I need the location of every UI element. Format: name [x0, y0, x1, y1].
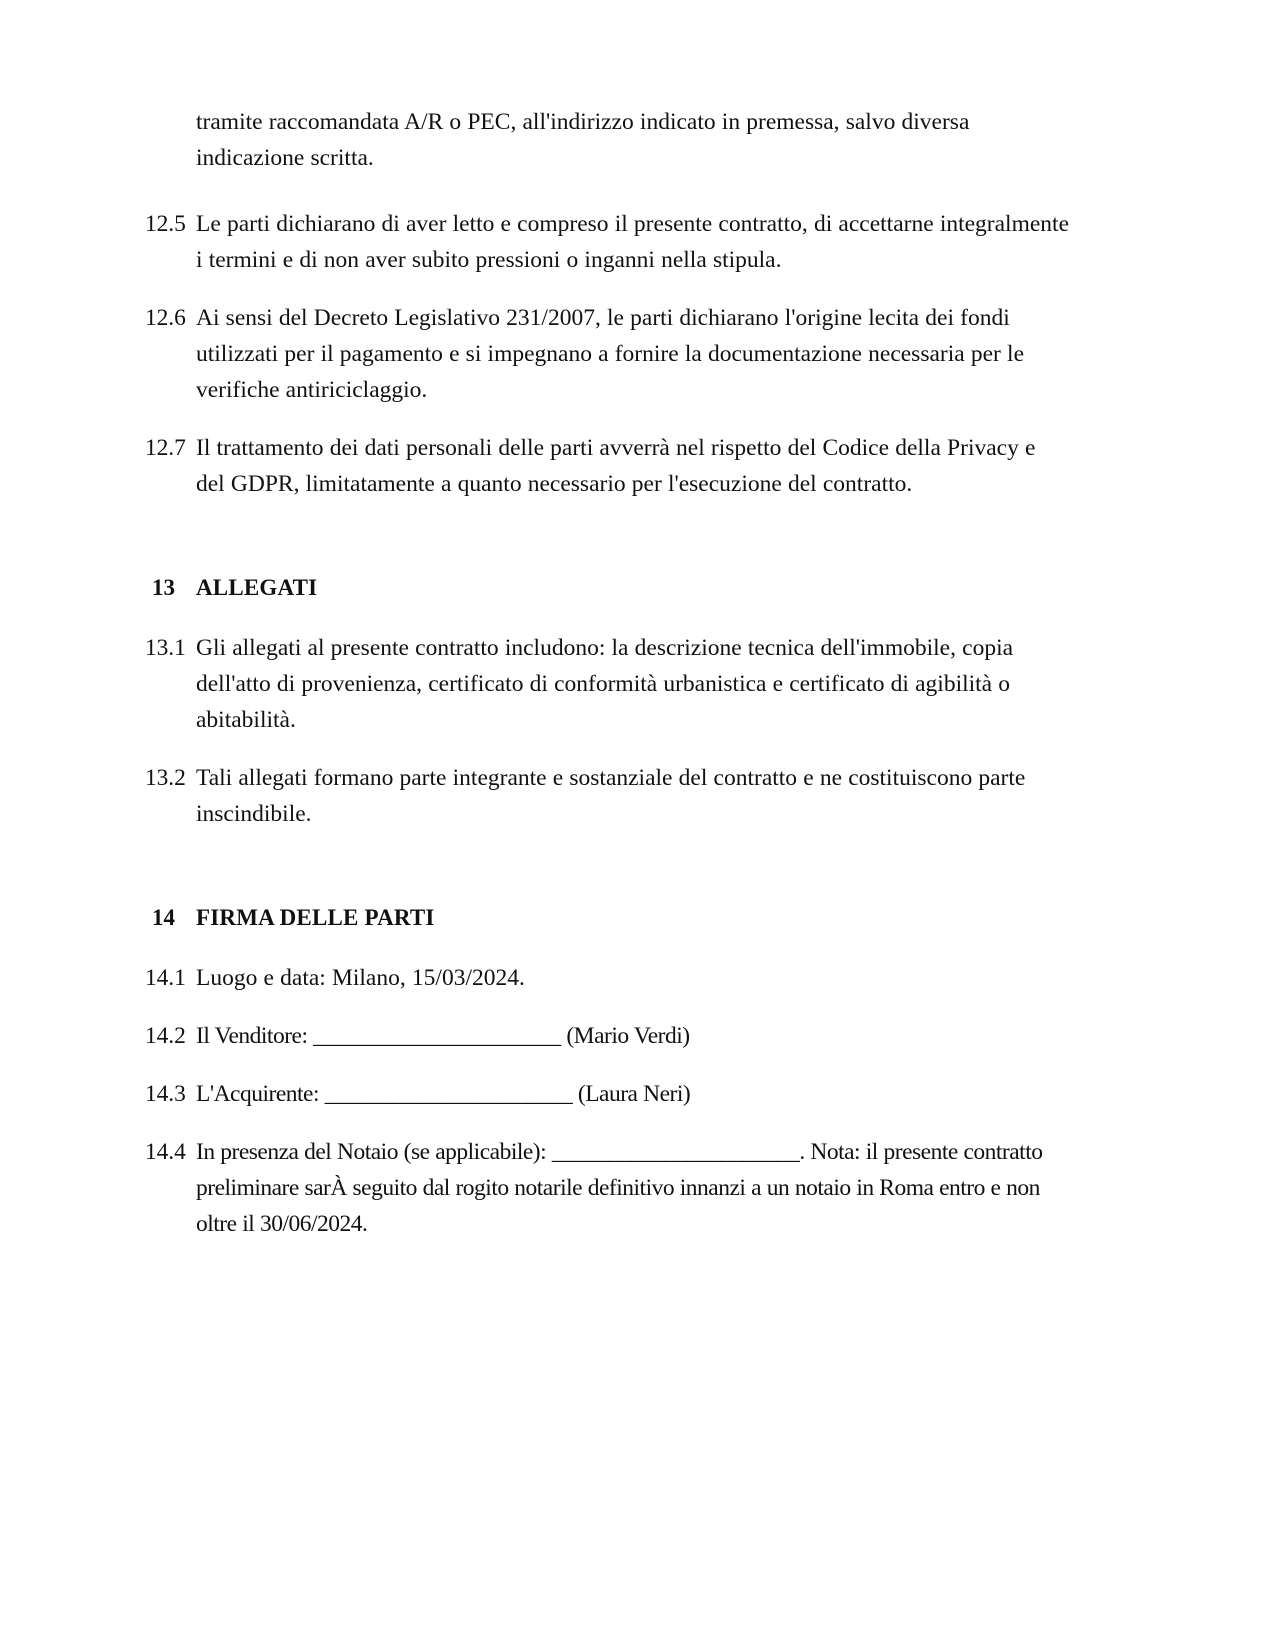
- clause-text: tramite raccomandata A/R o PEC, all'indirizzo indicato in premessa, salvo diversa indicazione scritta.: [196, 109, 970, 171]
- clause-14-2-seller-signature: [145, 1018, 1070, 1054]
- section-heading-14: [145, 854, 1070, 934]
- clause-number: 14.1: [145, 965, 186, 991]
- clause-12-7: [145, 430, 1070, 502]
- clause-text: Il trattamento dei dati personali delle parti avverrà nel rispetto del Codice della Privacy e del GDPR, limitatamente a quanto necessario per l'esecuzione del contratto.: [196, 435, 1036, 497]
- clause-number: 12.6: [145, 305, 186, 331]
- clause-number: 14.3: [145, 1081, 186, 1107]
- clause-number: 14.4: [145, 1139, 186, 1165]
- clause-14-1: [145, 960, 1070, 996]
- section-number: 13: [152, 575, 175, 600]
- clause-12-5: [145, 206, 1070, 278]
- clause-text: Ai sensi del Decreto Legislativo 231/2007, le parti dichiarano l'origine lecita dei fondi utilizzati per il pagamento e si impegnano a fornire la documentazione necessaria per le verifiche antiriciclaggio.: [196, 305, 1025, 403]
- clause-text: Luogo e data: Milano, 15/03/2024.: [196, 965, 525, 991]
- clause-number: 13.1: [145, 635, 186, 661]
- clause-12-6: [145, 300, 1070, 408]
- clause-number: 12.5: [145, 211, 186, 237]
- buyer-signature-line: L'Acquirente: ______________________ (Laura Neri): [196, 1081, 691, 1107]
- clause-number: 14.2: [145, 1023, 186, 1049]
- seller-signature-line: Il Venditore: ______________________ (Mario Verdi): [196, 1023, 690, 1049]
- section-number: 14: [152, 905, 175, 930]
- clause-12-4-continuation: [145, 104, 1070, 176]
- clause-13-1: [145, 630, 1070, 738]
- section-title: ALLEGATI: [196, 575, 318, 600]
- clause-text: Tali allegati formano parte integrante e sostanziale del contratto e ne costituiscono parte inscindibile.: [196, 765, 1026, 827]
- clause-13-2: [145, 760, 1070, 832]
- clause-14-4-notary-signature: [145, 1134, 1070, 1242]
- clause-text: Le parti dichiarano di aver letto e compreso il presente contratto, di accettarne integralmente i termini e di non aver subito pressioni o inganni nella stipula.: [196, 211, 1070, 273]
- section-heading-13: [145, 524, 1070, 604]
- clause-14-3-buyer-signature: [145, 1076, 1070, 1112]
- clause-number: 13.2: [145, 765, 186, 791]
- clause-number: 12.7: [145, 435, 186, 461]
- section-title: FIRMA DELLE PARTI: [196, 905, 435, 930]
- clause-text: Gli allegati al presente contratto includono: la descrizione tecnica dell'immobile, copia dell'atto di provenienza, certificato di conformità urbanistica e certificato di agibilità o abitabilità.: [196, 635, 1014, 733]
- notary-signature-line: In presenza del Notaio (se applicabile): ______________________. Nota: il presente contratto preliminare sarÀ seguito dal rogito notarile definitivo innanzi a un notaio in Roma entro e non oltre il 30/06/2024.: [196, 1139, 1043, 1237]
